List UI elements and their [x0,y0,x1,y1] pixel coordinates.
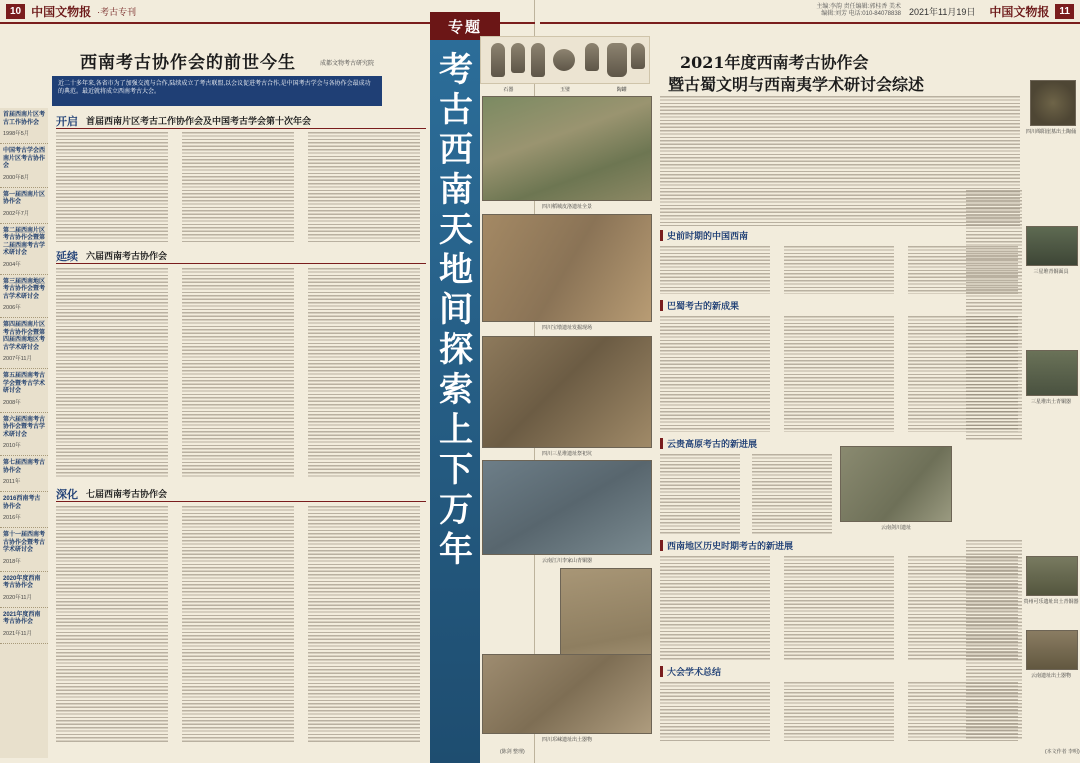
spine-headline: 考古西南天地间 探索上下万年 [439,50,473,570]
editor-credits: 主编:李韵 责任编辑:郭桂香 美术编辑:刘芳 电话:010-84078838 [816,4,902,17]
timeline-item-date: 2002年7月 [3,210,30,217]
section-title: 大会学术总结 [667,667,722,678]
timeline-item [0,369,48,413]
right-article-title-line2: 暨古蜀文明与西南夷学术研讨会综述 [668,75,925,94]
timeline-item-title: 第二届西南片区考古协作会暨第二届西南考古学术研讨会 [3,227,46,256]
timeline-item-title: 中国考古学会西南片区考古协作会 [3,148,46,169]
section-title: 史前时期的中国西南 [667,231,749,242]
photo-caption: 三星堆青铜面具 [1033,269,1069,275]
yunnan-artifact-photo [1026,630,1078,670]
section-head-kaiqi [56,113,426,129]
timeline-item-date: 2010年 [3,443,21,449]
timeline-item [0,528,48,572]
section-historical [660,538,793,552]
timeline-item-title: 2020年度西南考古协作会 [3,575,41,589]
timeline-item-title: 第一届西南片区协作会 [3,191,46,205]
timeline-item-title: 第三届西南地区考古协作会暨考古学术研讨会 [3,278,46,300]
timeline-item [0,608,48,644]
photo-caption: 三星堆出土青铜器 [1030,399,1071,405]
timeline-item-date: 2006年 [3,305,21,311]
photo-caption: 四川宝墩遗址发掘现场 [541,325,592,331]
pilo-site-photo [482,96,652,201]
stone-tool-icon [531,43,545,77]
section-title: 云贵高原考古的新进展 [667,439,758,450]
pottery-icon [607,43,627,77]
timeline-item-date: 2008年 [3,399,21,406]
right-running-head [540,0,1080,24]
jade-disc-icon [553,49,575,71]
timeline-item [0,275,48,319]
left-column-name: ·考古专刊 [97,6,137,17]
left-page-number: 10 [6,4,25,19]
photo-caption: 贵州可乐遗址出土青铜器 [1023,599,1079,605]
artifact-strip-labels [480,86,650,93]
timeline-item-title: 2016西南考古协作会 [3,496,41,510]
yungui-body [660,454,834,534]
section-2-body [56,268,426,478]
stone-tool-icon [491,43,505,77]
timeline-item-title: 第六届西南考古协作会暨考古学术研讨会 [3,416,46,438]
section-bashu [660,298,739,312]
timeline-item-date: 1998年5月 [3,131,30,137]
section-prehistoric [660,228,748,242]
strip-label: 石器 [503,87,514,93]
timeline-item [0,108,48,144]
timeline-item-date: 2016年 [3,515,21,521]
timeline-item [0,318,48,369]
photo-caption: 四川绵阳崖墓出土陶俑 [1025,129,1076,135]
timeline-item-title: 2021年度西南考古协作会 [3,611,41,625]
right-rail-body [966,190,1022,440]
photo-caption: 四川稻城皮洛遗址全景 [541,204,592,210]
timeline-item-date: 2018年 [3,558,21,565]
right-masthead: 中国文物报 [989,4,1050,19]
section-summary [660,664,721,678]
section-head-yanxu [56,248,426,264]
timeline-item-date: 2021年11月 [3,630,32,637]
stone-tool-icon [511,43,525,73]
stone-tool-icon [631,43,645,69]
photo-caption: 四川三星堆遗址祭祀坑 [541,451,592,457]
issue-date: 2021年11月19日 [909,6,976,17]
timeline-item [0,492,48,528]
left-byline: 成都文物考古研究院 [320,61,375,67]
timeline-item [0,456,48,492]
timeline-item-title: 首届西南片区考古工作协作会 [3,112,46,126]
photo-caption: 四川邛崃遗址出土器物 [541,737,592,743]
timeline-item-date: 2020年11月 [3,594,32,601]
strip-label: 玉璧 [559,87,570,93]
section-3-body [56,506,426,744]
pottery-figure-photo [1030,80,1076,126]
jianchuan-site-photo [840,446,952,522]
qionglai-artifact-photo [482,654,652,734]
artifact-strip [480,36,650,84]
bronze-mask-photo [1026,226,1078,266]
section-title: 巴蜀考古的新成果 [667,301,740,312]
left-lead-box: 近二十多年来,各省市为了加强交流与合作,陆续成立了考古联盟,以会议促进考古合作,是中国考古学会与各协作会最成功的典范。最近就将成立西南考古大会。 [52,76,382,106]
timeline-item-title: 第四届西南片区考古协作会暨第四届西南地区考古学术研讨会 [3,322,46,351]
section-title: 六届西南考古协作会 [86,252,168,262]
section-keyword: 延续 [56,249,78,263]
right-rail-body-lower [966,540,1022,740]
timeline-item [0,144,48,188]
kele-bronze-photo [1026,556,1078,596]
timeline-item [0,413,48,457]
lijiashan-bronze-photo [482,460,652,555]
bronze-vessel-photo [1026,350,1078,396]
timeline-item [0,572,48,608]
section-title: 西南地区历史时期考古的新进展 [667,541,794,552]
strip-label: 陶罐 [616,87,627,93]
left-masthead: 中国文物报 [31,4,92,19]
timeline-item-date: 2011年 [3,479,21,485]
photo-caption: 云南剑川遗址 [880,525,911,531]
right-page-number: 11 [1055,4,1074,19]
timeline-item-date: 2007年11月 [3,356,32,362]
section-title: 七届西南考古协作会 [86,490,168,500]
section-yungui [660,436,757,450]
timeline-item-title: 第七届西南考古协作会 [3,460,46,474]
left-end-note: (陈剑 整理) [500,749,525,755]
timeline-item-title: 第五届西南考古学会暨考古学术研讨会 [3,373,46,394]
timeline-item-date: 2004年 [3,261,21,268]
stone-tool-icon [585,43,599,71]
section-1-body [56,132,426,242]
photo-caption: 云南遗址出土器物 [1030,673,1071,679]
baodun-excavation-photo [482,214,652,322]
section-keyword: 深化 [56,487,78,501]
timeline-item [0,188,48,224]
right-article-title-line1: 2021年度西南考古协作会 [680,53,869,72]
topic-tag: 专题 [430,12,500,40]
section-keyword: 开启 [56,114,78,128]
photo-caption: 云南江川李家山青铜器 [541,558,592,564]
section-title: 首届西南片区考古工作协作会及中国考古学会第十次年会 [86,117,312,127]
right-author-note: (本文作者 李明) [1045,749,1080,755]
timeline-item-date: 2000年8月 [3,174,30,181]
section-head-shenhua [56,486,426,502]
timeline-sidebar [0,108,48,758]
timeline-item-title: 第十一届西南考古协作会暨考古学术研讨会 [3,532,46,553]
left-article-title: 西南考古协作会的前世今生 [80,53,296,73]
timeline-item [0,224,48,275]
sanxingdui-pit-photo [482,336,652,448]
